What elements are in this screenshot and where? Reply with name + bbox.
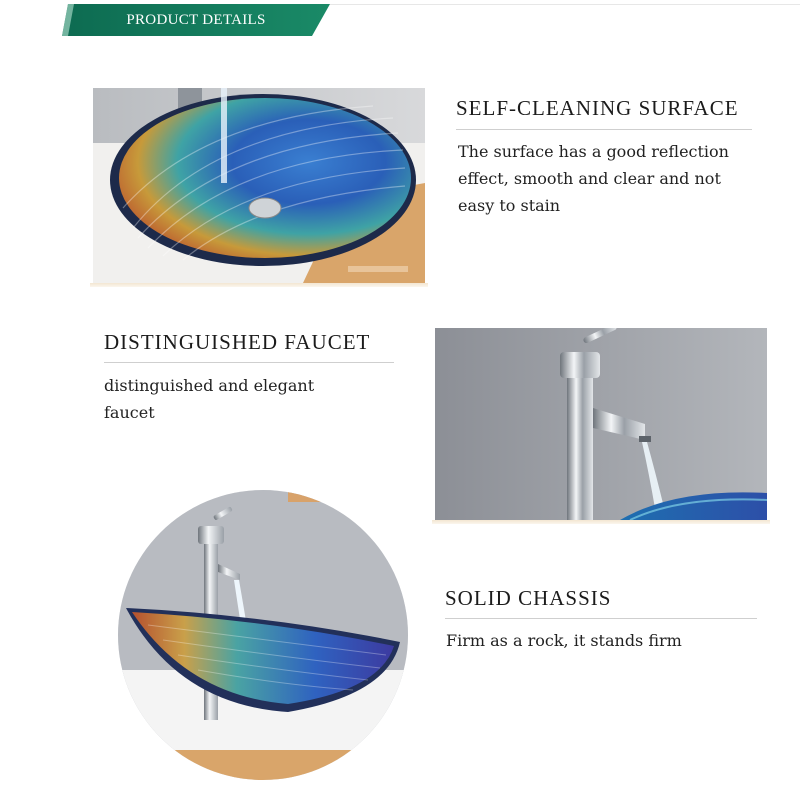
feature-divider	[104, 362, 394, 363]
feature-divider	[456, 129, 752, 130]
product-details-banner	[62, 4, 330, 36]
basin-top-view-image	[93, 88, 425, 283]
feature-description-chassis	[446, 627, 682, 654]
image-shadow	[90, 283, 428, 287]
banner-title: PRODUCT DETAILS	[126, 12, 266, 28]
feature-title-self-cleaning: SELF-CLEANING SURFACE	[456, 96, 739, 120]
description-line: distinguished and elegant	[104, 376, 315, 395]
description-line: faucet	[104, 403, 155, 422]
description-line: The surface has a good reflection	[458, 142, 729, 161]
faucet-closeup-image	[435, 328, 767, 520]
feature-title-chassis: SOLID CHASSIS	[445, 586, 612, 610]
basin-full-view-image	[118, 490, 408, 780]
feature-description-self-cleaning	[458, 138, 729, 219]
top-divider	[330, 4, 800, 5]
description-line: Firm as a rock, it stands firm	[446, 631, 682, 650]
feature-description-faucet	[104, 372, 314, 426]
image-shadow	[432, 520, 770, 524]
description-line: easy to stain	[458, 196, 561, 215]
feature-title-faucet: DISTINGUISHED FAUCET	[104, 330, 371, 354]
description-line: effect, smooth and clear and not	[458, 169, 721, 188]
feature-divider	[445, 618, 757, 619]
